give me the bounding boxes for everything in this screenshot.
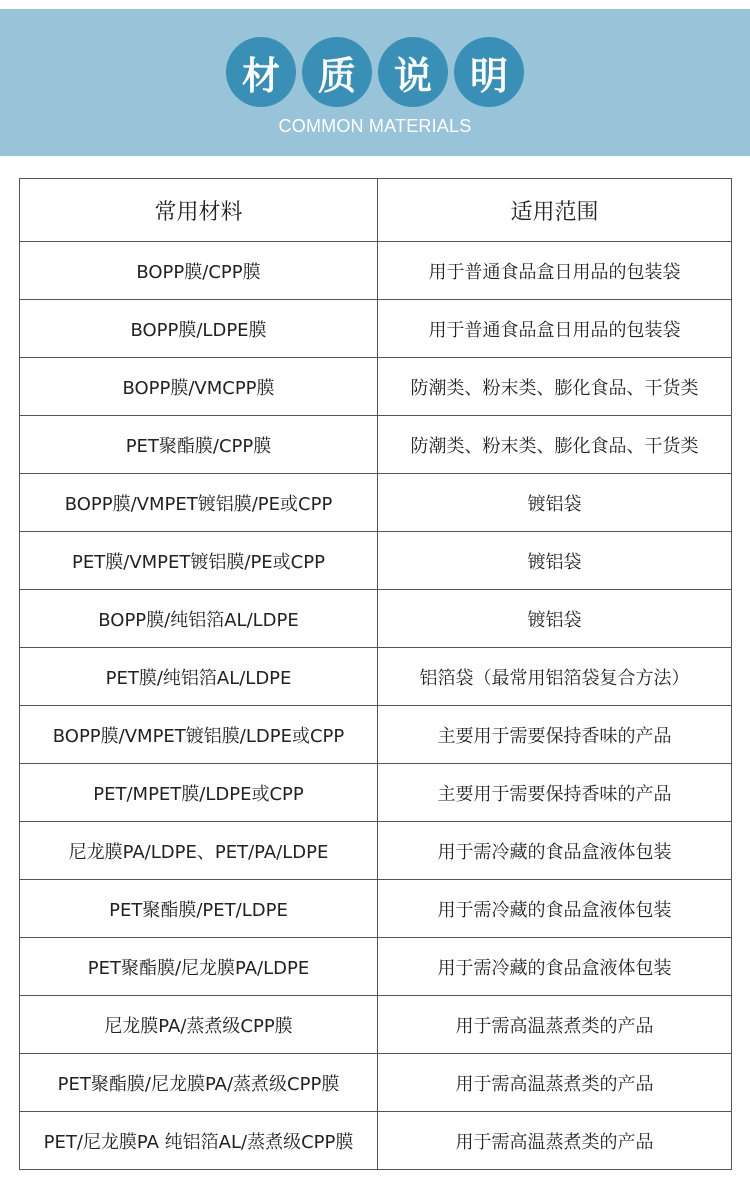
table-row: [20, 1054, 732, 1112]
title-char-circle: 材: [226, 37, 296, 107]
usage-cell: 用于需冷藏的食品盒液体包装: [378, 938, 732, 996]
material-cell: BOPP膜/VMPET镀铝膜/PE或CPP: [20, 474, 378, 532]
table-header-row: [20, 179, 732, 242]
table-row: [20, 706, 732, 764]
material-cell: BOPP膜/LDPE膜: [20, 300, 378, 358]
usage-cell: 用于普通食品盒日用品的包装袋: [378, 242, 732, 300]
material-cell: PET/MPET膜/LDPE或CPP: [20, 764, 378, 822]
table-row: [20, 590, 732, 648]
material-cell: PET/尼龙膜PA 纯铝箔AL/蒸煮级CPP膜: [20, 1112, 378, 1170]
usage-cell: 主要用于需要保持香味的产品: [378, 764, 732, 822]
table-row: [20, 358, 732, 416]
header-banner: [0, 9, 750, 156]
page-title: [0, 33, 750, 113]
table-row: [20, 764, 732, 822]
table-row: [20, 416, 732, 474]
table-row: [20, 300, 732, 358]
material-cell: BOPP膜/VMPET镀铝膜/LDPE或CPP: [20, 706, 378, 764]
table-row: [20, 648, 732, 706]
usage-cell: 铝箔袋（最常用铝箔袋复合方法）: [378, 648, 732, 706]
material-cell: PET聚酯膜/尼龙膜PA/蒸煮级CPP膜: [20, 1054, 378, 1112]
material-cell: BOPP膜/VMCPP膜: [20, 358, 378, 416]
usage-cell: 用于需高温蒸煮类的产品: [378, 1112, 732, 1170]
usage-cell: 镀铝袋: [378, 590, 732, 648]
material-cell: 尼龙膜PA/LDPE、PET/PA/LDPE: [20, 822, 378, 880]
table-row: [20, 474, 732, 532]
table-row: [20, 996, 732, 1054]
material-cell: PET膜/纯铝箔AL/LDPE: [20, 648, 378, 706]
usage-cell: 镀铝袋: [378, 474, 732, 532]
usage-cell: 用于普通食品盒日用品的包装袋: [378, 300, 732, 358]
material-cell: PET聚酯膜/尼龙膜PA/LDPE: [20, 938, 378, 996]
table-row: [20, 938, 732, 996]
usage-cell: 用于需冷藏的食品盒液体包装: [378, 822, 732, 880]
material-cell: PET聚酯膜/CPP膜: [20, 416, 378, 474]
material-cell: BOPP膜/纯铝箔AL/LDPE: [20, 590, 378, 648]
material-cell: BOPP膜/CPP膜: [20, 242, 378, 300]
usage-cell: 镀铝袋: [378, 532, 732, 590]
material-cell: PET膜/VMPET镀铝膜/PE或CPP: [20, 532, 378, 590]
usage-cell: 用于需冷藏的食品盒液体包装: [378, 880, 732, 938]
table-row: [20, 822, 732, 880]
column-header-usage: 适用范围: [378, 179, 732, 242]
materials-table: [19, 178, 732, 1170]
usage-cell: 主要用于需要保持香味的产品: [378, 706, 732, 764]
title-char-circle: 明: [454, 37, 524, 107]
material-cell: 尼龙膜PA/蒸煮级CPP膜: [20, 996, 378, 1054]
table-row: [20, 880, 732, 938]
title-char-circle: 质: [302, 37, 372, 107]
table-row: [20, 242, 732, 300]
table-row: [20, 532, 732, 590]
title-char-circle: 说: [378, 37, 448, 107]
material-cell: PET聚酯膜/PET/LDPE: [20, 880, 378, 938]
usage-cell: 防潮类、粉末类、膨化食品、干货类: [378, 358, 732, 416]
usage-cell: 用于需高温蒸煮类的产品: [378, 1054, 732, 1112]
usage-cell: 用于需高温蒸煮类的产品: [378, 996, 732, 1054]
usage-cell: 防潮类、粉末类、膨化食品、干货类: [378, 416, 732, 474]
column-header-material: 常用材料: [20, 179, 378, 242]
table-row: [20, 1112, 732, 1170]
page-subtitle: COMMON MATERIALS: [278, 116, 472, 136]
